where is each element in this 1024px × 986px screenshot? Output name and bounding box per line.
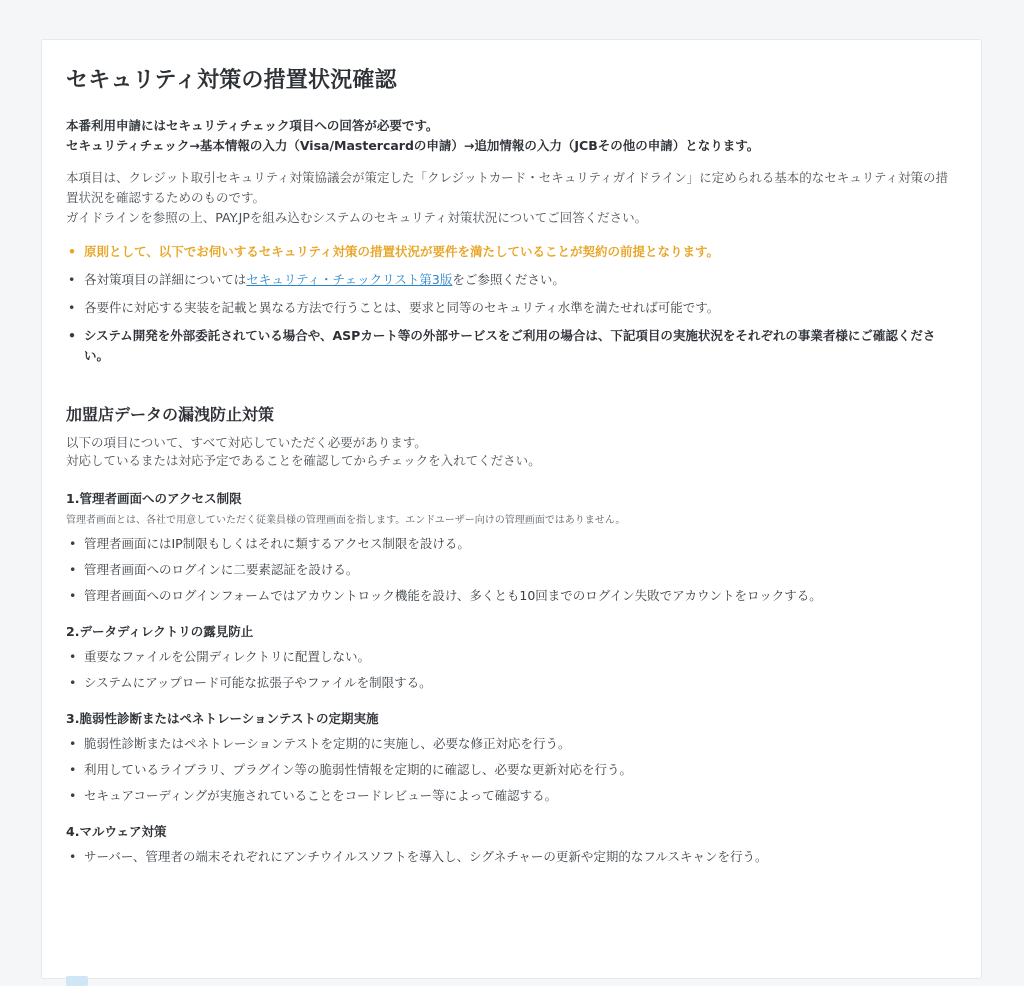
- intro-required-notice: [66, 116, 957, 156]
- list-item: • 利用しているライブラリ、プラグイン等の脆弱性情報を定期的に確認し、必要な更新対応を行う。: [66, 760, 957, 779]
- note-checklist-suffix: をご参照ください。: [452, 272, 565, 287]
- list-item: • 管理者画面にはIP制限もしくはそれに類するアクセス制限を設ける。: [66, 534, 957, 553]
- group-malware: [66, 823, 957, 866]
- group-heading: 2.データディレクトリの露見防止: [66, 624, 254, 639]
- intro-bold-line-1: 本番利用申請にはセキュリティチェック項目への回答が必要です。: [66, 118, 439, 133]
- section-title: 加盟店データの漏洩防止対策: [66, 405, 275, 424]
- checklist-link[interactable]: セキュリティ・チェックリスト第3版: [246, 272, 453, 287]
- list-item: • 管理者画面へのログインフォームではアカウントロック機能を設け、多くとも10回までのログイン失敗でアカウントをロックする。: [66, 586, 957, 605]
- intro-line-2: ガイドラインを参照の上、PAY.JPを組み込むシステムのセキュリティ対策状況についてご回答ください。: [66, 210, 648, 225]
- notes-list: [66, 242, 957, 366]
- group-vulnerability-testing: [66, 710, 957, 805]
- intro-description: [66, 168, 957, 228]
- group-note: 管理者画面とは、各社で用意していただく従業員様の管理画面を指します。エンドユーザー向けの管理画面ではありません。: [66, 515, 626, 526]
- list-item: • 脆弱性診断またはペネトレーションテストを定期的に実施し、必要な修正対応を行う。: [66, 734, 957, 753]
- group-items: [66, 847, 957, 866]
- intro-line-1: 本項目は、クレジット取引セキュリティ対策協議会が策定した「クレジットカード・セキュリティガイドライン」に定められる基本的なセキュリティ対策の措置状況を確認するためのものです。: [66, 170, 949, 205]
- list-item: • サーバー、管理者の端末それぞれにアンチウイルスソフトを導入し、シグネチャーの更新や定期的なフルスキャンを行う。: [66, 847, 957, 866]
- group-items: [66, 647, 957, 692]
- section-description: [66, 434, 957, 470]
- group-admin-access: [66, 490, 957, 605]
- page-title: セキュリティ対策の措置状況確認: [66, 68, 397, 93]
- list-item: • 管理者画面へのログインに二要素認証を設ける。: [66, 560, 957, 579]
- section-desc-line-2: 対応しているまたは対応予定であることを確認してからチェックを入れてください。: [66, 453, 541, 468]
- section-desc-line-1: 以下の項目について、すべて対応していただく必要があります。: [66, 435, 427, 450]
- group-data-directory: [66, 623, 957, 692]
- group-heading: 3.脆弱性診断またはペネトレーションテストの定期実施: [66, 711, 379, 726]
- note-warning: • 原則として、以下でお伺いするセキュリティ対策の措置状況が要件を満たしていることが契約の前提となります。: [66, 242, 957, 262]
- group-heading: 1.管理者画面へのアクセス制限: [66, 491, 242, 506]
- group-heading: 4.マルウェア対策: [66, 824, 167, 839]
- intro-bold-line-2: セキュリティチェック→基本情報の入力（Visa/Mastercardの申請）→追加情報の入力（JCBその他の申請）となります。: [66, 138, 760, 153]
- group-items: [66, 734, 957, 805]
- group-items: [66, 534, 957, 605]
- list-item: • 重要なファイルを公開ディレクトリに配置しない。: [66, 647, 957, 666]
- note-checklist-prefix: 各対策項目の詳細については: [84, 272, 247, 287]
- checkbox-partial[interactable]: [66, 976, 88, 986]
- note-checklist: [66, 270, 957, 290]
- note-alternative: • 各要件に対応する実装を記載と異なる方法で行うことは、要求と同等のセキュリティ水準を満たせれば可能です。: [66, 298, 957, 318]
- security-check-card: [41, 39, 982, 979]
- list-item: • セキュアコーディングが実施されていることをコードレビュー等によって確認する。: [66, 786, 957, 805]
- note-outsourcing: • システム開発を外部委託されている場合や、ASPカート等の外部サービスをご利用の場合は、下記項目の実施状況をそれぞれの事業者様にご確認ください。: [66, 326, 957, 366]
- list-item: • システムにアップロード可能な拡張子やファイルを制限する。: [66, 673, 957, 692]
